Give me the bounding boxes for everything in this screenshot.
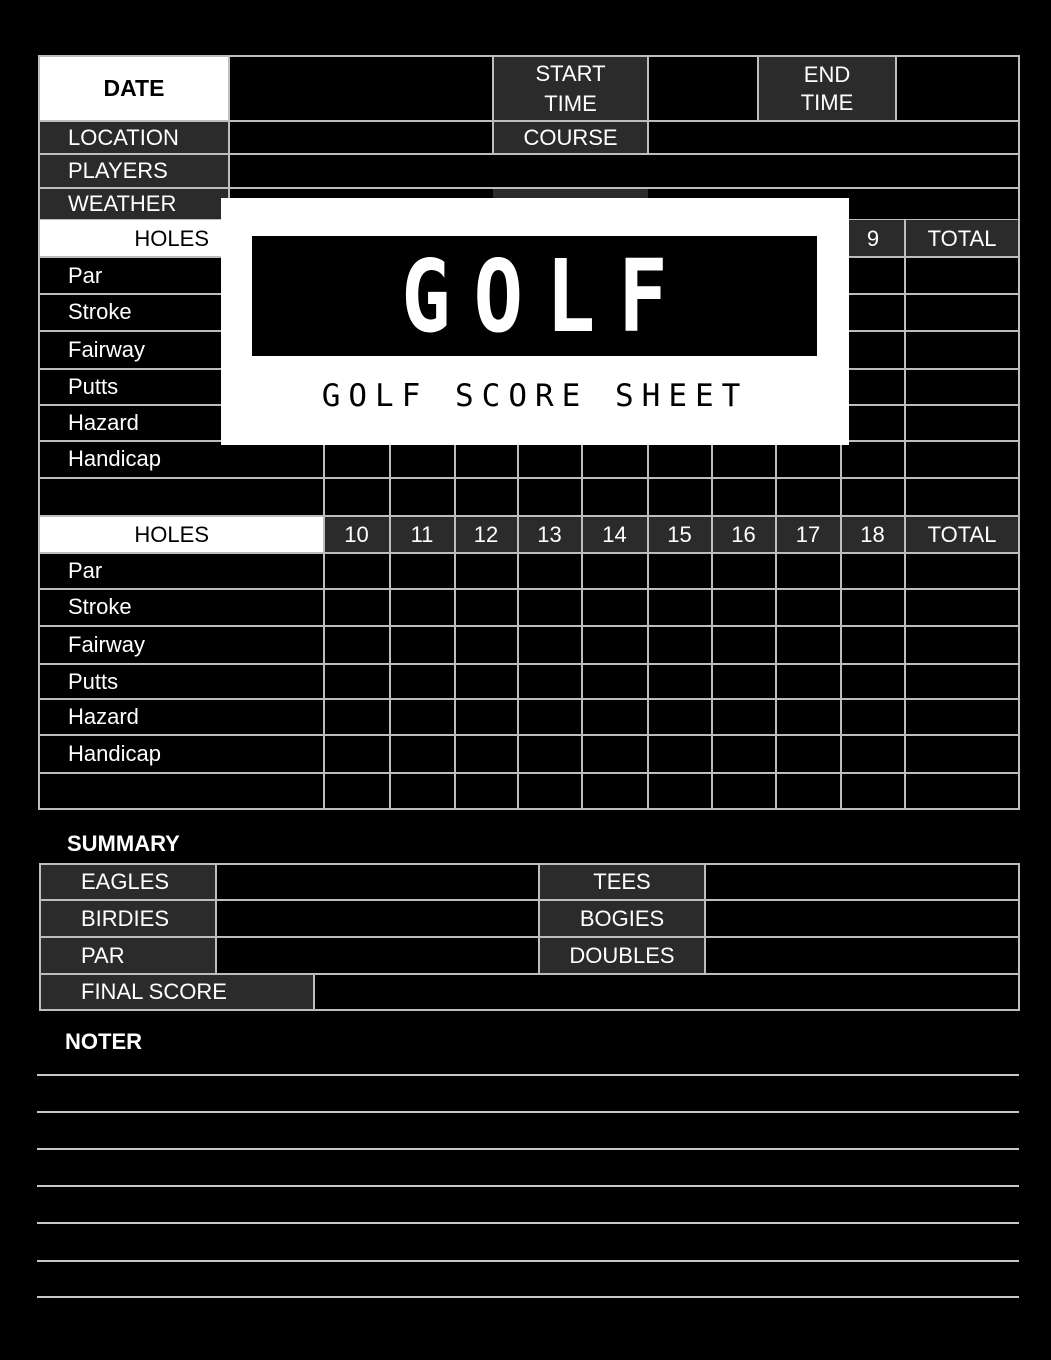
cover-panel: [221, 198, 849, 445]
tees-field[interactable]: [706, 865, 1018, 899]
cover-subtitle: GOLF SCORE SHEET: [321, 378, 749, 414]
back-hole-10: 10: [324, 516, 389, 553]
notes-title: NOTER: [65, 1029, 142, 1054]
back-hole-17: 17: [776, 516, 840, 553]
doubles-label: DOUBLES: [540, 938, 704, 973]
back-total-header: TOTAL: [905, 516, 1019, 553]
cover-title-bar: [252, 236, 817, 356]
start-time-label: START TIME: [493, 56, 648, 121]
back-hole-13: 13: [518, 516, 581, 553]
front-row-hazard: Hazard: [68, 410, 139, 435]
back-hole-14: 14: [582, 516, 647, 553]
par-label: PAR: [41, 938, 215, 973]
note-line[interactable]: [37, 1074, 1019, 1076]
tees-label: TEES: [540, 865, 704, 899]
eagles-label: EAGLES: [41, 865, 215, 899]
front-holes-label: HOLES: [39, 220, 324, 257]
front-total-header: TOTAL: [905, 220, 1019, 257]
final-score-field[interactable]: [315, 975, 1018, 1009]
players-field[interactable]: [229, 154, 1019, 188]
front-hole-9: 9: [841, 220, 905, 257]
weather-label: WEATHER: [39, 188, 229, 220]
date-label: DATE: [39, 56, 229, 121]
final-score-label: FINAL SCORE: [41, 975, 313, 1009]
back-row-putts: Putts: [68, 668, 119, 694]
par-field[interactable]: [217, 938, 538, 973]
back-hole-12: 12: [455, 516, 517, 553]
note-line[interactable]: [37, 1222, 1019, 1224]
back-row-hazard: Hazard: [68, 704, 139, 729]
back-row-handicap: Handicap: [68, 740, 161, 766]
doubles-field[interactable]: [706, 938, 1018, 973]
course-label: COURSE: [493, 121, 648, 154]
end-time-label: END TIME: [758, 56, 896, 121]
birdies-label: BIRDIES: [41, 901, 215, 936]
front-row-putts: Putts: [68, 374, 119, 399]
back-hole-18: 18: [841, 516, 904, 553]
back-hole-16: 16: [712, 516, 775, 553]
note-line[interactable]: [37, 1148, 1019, 1150]
back-hole-15: 15: [648, 516, 711, 553]
note-line[interactable]: [37, 1260, 1019, 1262]
back-row-fairway: Fairway: [68, 632, 146, 657]
back-hole-11: 11: [390, 516, 454, 553]
front-row-par: Par: [68, 263, 103, 288]
birdies-field[interactable]: [217, 901, 538, 936]
note-line[interactable]: [37, 1111, 1019, 1113]
front-row-handicap: Handicap: [68, 446, 161, 471]
eagles-field[interactable]: [217, 865, 538, 899]
back-row-par: Par: [68, 558, 103, 583]
end-time-field[interactable]: [896, 56, 1019, 121]
back-holes-label: HOLES: [39, 516, 324, 553]
summary-title: SUMMARY: [67, 831, 180, 856]
note-line[interactable]: [37, 1185, 1019, 1187]
front-row-fairway: Fairway: [68, 337, 146, 362]
course-field[interactable]: [648, 121, 1019, 154]
back-row-stroke: Stroke: [68, 594, 132, 619]
front-row-stroke: Stroke: [68, 299, 132, 324]
players-label: PLAYERS: [39, 154, 229, 188]
bogies-label: BOGIES: [540, 901, 704, 936]
location-field[interactable]: [229, 121, 493, 154]
note-line[interactable]: [37, 1296, 1019, 1298]
location-label: LOCATION: [39, 121, 229, 154]
cover-title: GOLF: [401, 237, 691, 355]
date-field[interactable]: [229, 56, 493, 121]
bogies-field[interactable]: [706, 901, 1018, 936]
start-time-field[interactable]: [648, 56, 758, 121]
weather-mid-cell: [493, 188, 648, 198]
